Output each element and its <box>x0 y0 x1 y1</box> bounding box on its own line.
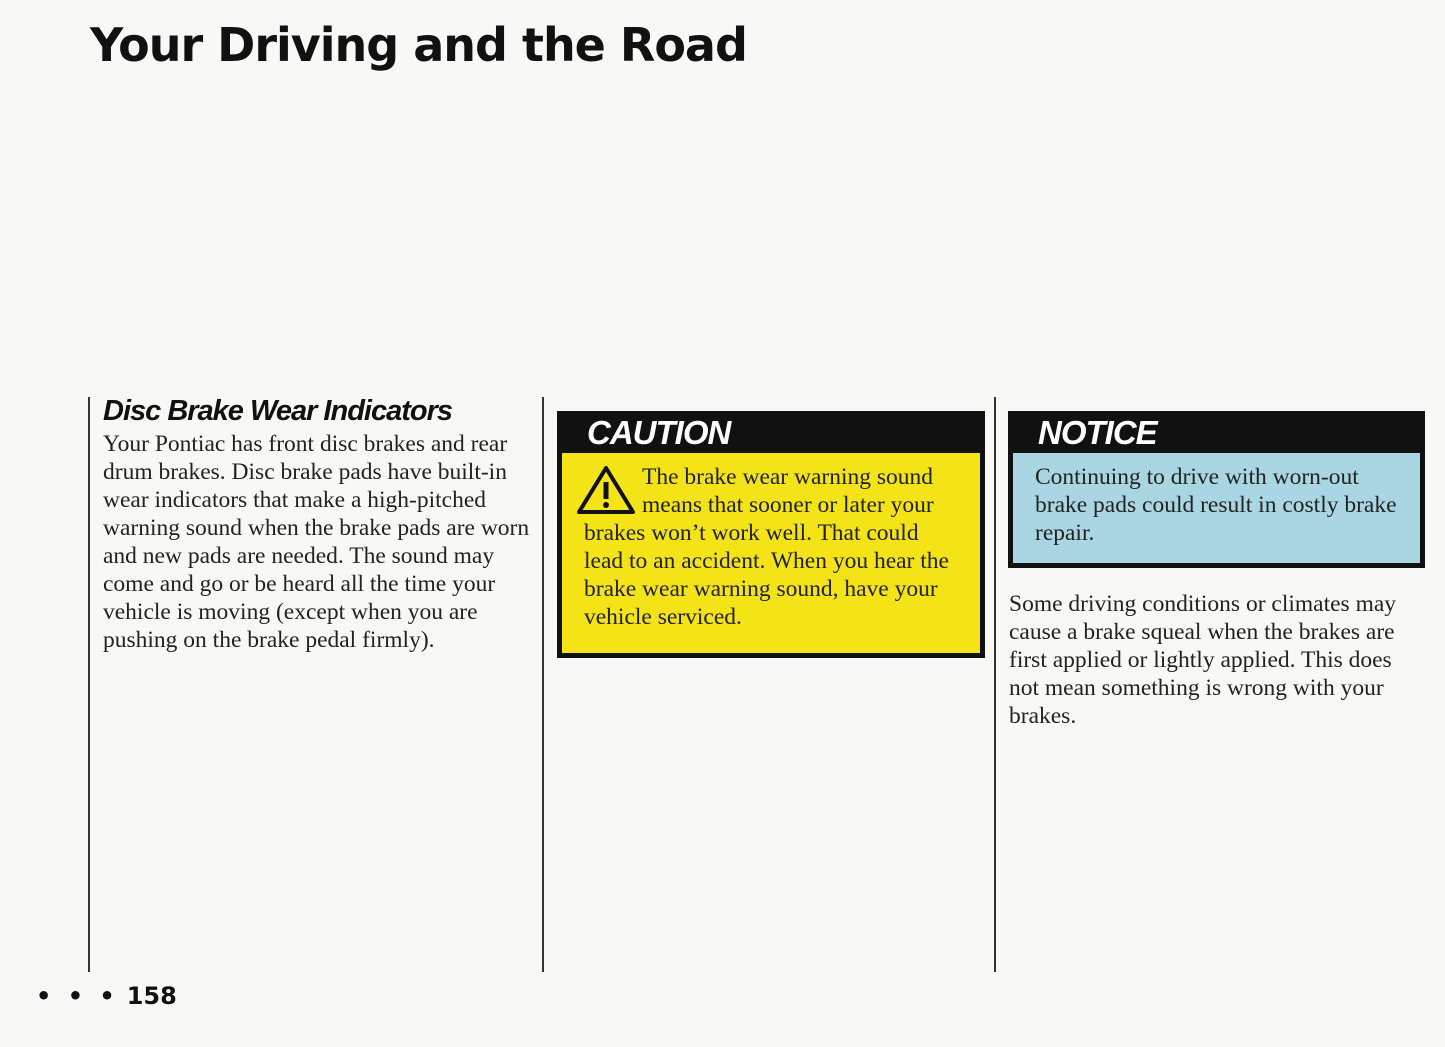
page-title: Your Driving and the Road <box>90 18 747 72</box>
column-divider-left <box>88 397 90 972</box>
notice-body <box>1013 453 1420 563</box>
right-column <box>1009 590 1424 730</box>
caution-body <box>562 453 980 653</box>
notice-label: NOTICE <box>1038 414 1157 451</box>
column-divider-middle <box>542 397 544 972</box>
notice-text: Continuing to drive with worn-out brake pads could result in costly brake repair. <box>1035 464 1397 546</box>
page-number-dots: • • • <box>36 982 119 1010</box>
left-column-body: Your Pontiac has front disc brakes and rear drum brakes. Disc brake pads have built-in wear indicators that make a high-pitched warning sound when the brake pads are worn and new pads are needed. The sound may come and go or be heard all the time your vehicle is moving (except when you are pushing on the brake pedal firmly). <box>103 431 530 653</box>
notice-box <box>1008 411 1425 568</box>
page-number <box>36 982 177 1010</box>
caution-text: The brake wear warning sound means that sooner or later your brakes won’t work well. That could lead to an accident. When you hear the brake wear warning sound, have your vehicle serviced. <box>584 464 949 630</box>
page-number-value: 158 <box>126 982 177 1010</box>
left-column <box>103 395 533 654</box>
caution-label: CAUTION <box>587 414 731 451</box>
section-heading: Disc Brake Wear Indicators <box>103 395 453 427</box>
column-divider-right <box>994 397 996 972</box>
caution-box <box>557 411 985 658</box>
right-column-body: Some driving conditions or climates may cause a brake squeal when the brakes are first applied or lightly applied. This does not mean something is wrong with your brakes. <box>1009 591 1397 729</box>
warning-triangle-icon <box>576 465 636 515</box>
